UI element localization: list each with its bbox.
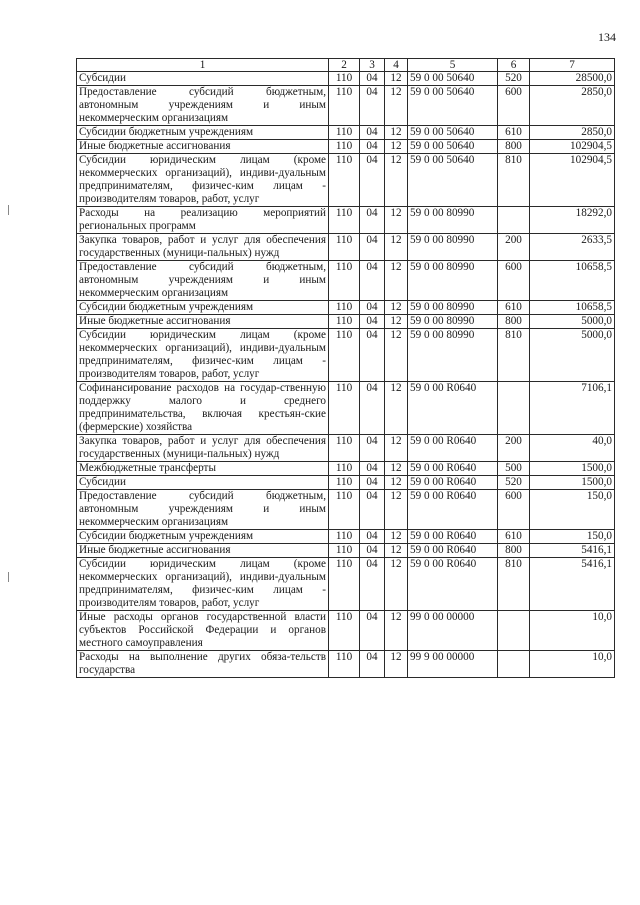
header-row bbox=[77, 59, 615, 72]
row-name-cell: Предоставление субсидий бюджетным, автономным учреждениям и иным некоммерческим организациям bbox=[77, 490, 329, 530]
row-name-cell: Закупка товаров, работ и услуг для обеспечения государственных (муници-пальных) нужд bbox=[77, 234, 329, 261]
amount-cell: 5000,0 bbox=[530, 329, 615, 382]
table-row bbox=[77, 476, 615, 490]
header-cell-3: 3 bbox=[360, 59, 385, 72]
subsection-code-cell: 04 bbox=[360, 611, 385, 651]
row-name-cell: Субсидии юридическим лицам (кроме некоммерческих организаций), индиви-дуальным предпринимателям, физичес-ким лицам - производителям товаров, работ, услуг bbox=[77, 558, 329, 611]
subsection-code-cell: 04 bbox=[360, 544, 385, 558]
table-row bbox=[77, 86, 615, 126]
binding-mark-bottom bbox=[8, 572, 9, 582]
subsection-code-cell: 04 bbox=[360, 261, 385, 301]
subsection-code2-cell: 12 bbox=[385, 261, 408, 301]
section-code-cell: 110 bbox=[329, 301, 360, 315]
target-article-cell: 59 0 00 50640 bbox=[408, 140, 498, 154]
subsection-code-cell: 04 bbox=[360, 126, 385, 140]
amount-cell: 10658,5 bbox=[530, 301, 615, 315]
amount-cell: 150,0 bbox=[530, 530, 615, 544]
amount-cell: 102904,5 bbox=[530, 140, 615, 154]
expense-type-cell: 610 bbox=[498, 301, 530, 315]
row-name-cell: Субсидии юридическим лицам (кроме некоммерческих организаций), индиви-дуальным предпринимателям, физичес-ким лицам - производителям товаров, работ, услуг bbox=[77, 154, 329, 207]
budget-table bbox=[76, 58, 615, 678]
subsection-code2-cell: 12 bbox=[385, 86, 408, 126]
section-code-cell: 110 bbox=[329, 154, 360, 207]
target-article-cell: 59 0 00 R0640 bbox=[408, 462, 498, 476]
amount-cell: 1500,0 bbox=[530, 462, 615, 476]
subsection-code2-cell: 12 bbox=[385, 476, 408, 490]
section-code-cell: 110 bbox=[329, 126, 360, 140]
section-code-cell: 110 bbox=[329, 315, 360, 329]
subsection-code-cell: 04 bbox=[360, 234, 385, 261]
expense-type-cell: 800 bbox=[498, 140, 530, 154]
subsection-code-cell: 04 bbox=[360, 301, 385, 315]
subsection-code-cell: 04 bbox=[360, 382, 385, 435]
expense-type-cell: 200 bbox=[498, 234, 530, 261]
section-code-cell: 110 bbox=[329, 611, 360, 651]
target-article-cell: 59 0 00 R0640 bbox=[408, 476, 498, 490]
expense-type-cell: 810 bbox=[498, 329, 530, 382]
row-name-cell: Предоставление субсидий бюджетным, автономным учреждениям и иным некоммерческим организациям bbox=[77, 261, 329, 301]
row-name-cell: Софинансирование расходов на государ-ственную поддержку малого и среднего предпринимательства, включая крестьян-ские (фермерские) хозяйства bbox=[77, 382, 329, 435]
subsection-code-cell: 04 bbox=[360, 530, 385, 544]
section-code-cell: 110 bbox=[329, 544, 360, 558]
expense-type-cell: 810 bbox=[498, 154, 530, 207]
target-article-cell: 59 0 00 50640 bbox=[408, 86, 498, 126]
expense-type-cell bbox=[498, 611, 530, 651]
target-article-cell: 59 0 00 R0640 bbox=[408, 435, 498, 462]
subsection-code2-cell: 12 bbox=[385, 140, 408, 154]
subsection-code2-cell: 12 bbox=[385, 154, 408, 207]
table-row bbox=[77, 234, 615, 261]
subsection-code2-cell: 12 bbox=[385, 530, 408, 544]
target-article-cell: 59 0 00 R0640 bbox=[408, 490, 498, 530]
target-article-cell: 99 9 00 00000 bbox=[408, 651, 498, 678]
header-cell-1: 1 bbox=[77, 59, 329, 72]
subsection-code-cell: 04 bbox=[360, 490, 385, 530]
table-row bbox=[77, 462, 615, 476]
page-number: 134 bbox=[598, 30, 616, 44]
subsection-code-cell: 04 bbox=[360, 558, 385, 611]
subsection-code2-cell: 12 bbox=[385, 435, 408, 462]
amount-cell: 1500,0 bbox=[530, 476, 615, 490]
expense-type-cell: 600 bbox=[498, 261, 530, 301]
table-header bbox=[77, 59, 615, 72]
section-code-cell: 110 bbox=[329, 207, 360, 234]
table-row bbox=[77, 140, 615, 154]
row-name-cell: Субсидии bbox=[77, 476, 329, 490]
section-code-cell: 110 bbox=[329, 490, 360, 530]
section-code-cell: 110 bbox=[329, 476, 360, 490]
header-cell-5: 5 bbox=[408, 59, 498, 72]
table-row bbox=[77, 154, 615, 207]
subsection-code-cell: 04 bbox=[360, 154, 385, 207]
expense-type-cell: 610 bbox=[498, 530, 530, 544]
row-name-cell: Иные расходы органов государственной власти субъектов Российской Федерации и органов местного самоуправления bbox=[77, 611, 329, 651]
subsection-code2-cell: 12 bbox=[385, 301, 408, 315]
amount-cell: 2850,0 bbox=[530, 126, 615, 140]
expense-type-cell: 500 bbox=[498, 462, 530, 476]
section-code-cell: 110 bbox=[329, 140, 360, 154]
row-name-cell: Межбюджетные трансферты bbox=[77, 462, 329, 476]
amount-cell: 10,0 bbox=[530, 611, 615, 651]
expense-type-cell: 800 bbox=[498, 544, 530, 558]
amount-cell: 5416,1 bbox=[530, 558, 615, 611]
target-article-cell: 59 0 00 80990 bbox=[408, 234, 498, 261]
subsection-code-cell: 04 bbox=[360, 315, 385, 329]
expense-type-cell bbox=[498, 651, 530, 678]
subsection-code2-cell: 12 bbox=[385, 462, 408, 476]
row-name-cell: Иные бюджетные ассигнования bbox=[77, 315, 329, 329]
row-name-cell: Иные бюджетные ассигнования bbox=[77, 140, 329, 154]
section-code-cell: 110 bbox=[329, 382, 360, 435]
table-row bbox=[77, 530, 615, 544]
target-article-cell: 59 0 00 R0640 bbox=[408, 544, 498, 558]
row-name-cell: Расходы на выполнение других обяза-тельств государства bbox=[77, 651, 329, 678]
subsection-code-cell: 04 bbox=[360, 435, 385, 462]
table-row bbox=[77, 207, 615, 234]
amount-cell: 150,0 bbox=[530, 490, 615, 530]
expense-type-cell: 610 bbox=[498, 126, 530, 140]
subsection-code2-cell: 12 bbox=[385, 382, 408, 435]
table-row bbox=[77, 490, 615, 530]
subsection-code-cell: 04 bbox=[360, 86, 385, 126]
header-cell-6: 6 bbox=[498, 59, 530, 72]
subsection-code-cell: 04 bbox=[360, 207, 385, 234]
table-row bbox=[77, 558, 615, 611]
subsection-code-cell: 04 bbox=[360, 476, 385, 490]
expense-type-cell: 520 bbox=[498, 72, 530, 86]
section-code-cell: 110 bbox=[329, 72, 360, 86]
target-article-cell: 59 0 00 80990 bbox=[408, 329, 498, 382]
amount-cell: 28500,0 bbox=[530, 72, 615, 86]
subsection-code2-cell: 12 bbox=[385, 207, 408, 234]
target-article-cell: 59 0 00 50640 bbox=[408, 72, 498, 86]
table-row bbox=[77, 72, 615, 86]
section-code-cell: 110 bbox=[329, 462, 360, 476]
table-row bbox=[77, 329, 615, 382]
target-article-cell: 59 0 00 R0640 bbox=[408, 530, 498, 544]
amount-cell: 2633,5 bbox=[530, 234, 615, 261]
row-name-cell: Субсидии бюджетным учреждениям bbox=[77, 530, 329, 544]
header-cell-4: 4 bbox=[385, 59, 408, 72]
target-article-cell: 59 0 00 80990 bbox=[408, 315, 498, 329]
amount-cell: 10,0 bbox=[530, 651, 615, 678]
expense-type-cell: 600 bbox=[498, 490, 530, 530]
row-name-cell: Субсидии bbox=[77, 72, 329, 86]
amount-cell: 18292,0 bbox=[530, 207, 615, 234]
section-code-cell: 110 bbox=[329, 329, 360, 382]
target-article-cell: 59 0 00 50640 bbox=[408, 154, 498, 207]
target-article-cell: 99 0 00 00000 bbox=[408, 611, 498, 651]
header-cell-2: 2 bbox=[329, 59, 360, 72]
expense-type-cell bbox=[498, 382, 530, 435]
section-code-cell: 110 bbox=[329, 558, 360, 611]
section-code-cell: 110 bbox=[329, 261, 360, 301]
section-code-cell: 110 bbox=[329, 86, 360, 126]
table-row bbox=[77, 651, 615, 678]
table-row bbox=[77, 611, 615, 651]
subsection-code2-cell: 12 bbox=[385, 72, 408, 86]
amount-cell: 10658,5 bbox=[530, 261, 615, 301]
table-row bbox=[77, 382, 615, 435]
subsection-code-cell: 04 bbox=[360, 462, 385, 476]
expense-type-cell: 200 bbox=[498, 435, 530, 462]
amount-cell: 2850,0 bbox=[530, 86, 615, 126]
subsection-code-cell: 04 bbox=[360, 72, 385, 86]
expense-type-cell: 810 bbox=[498, 558, 530, 611]
subsection-code2-cell: 12 bbox=[385, 234, 408, 261]
row-name-cell: Иные бюджетные ассигнования bbox=[77, 544, 329, 558]
subsection-code2-cell: 12 bbox=[385, 544, 408, 558]
section-code-cell: 110 bbox=[329, 234, 360, 261]
table-body bbox=[77, 72, 615, 678]
row-name-cell: Субсидии юридическим лицам (кроме некоммерческих организаций), индиви-дуальным предпринимателям, физичес-ким лицам - производителям товаров, работ, услуг bbox=[77, 329, 329, 382]
section-code-cell: 110 bbox=[329, 651, 360, 678]
table-row bbox=[77, 301, 615, 315]
expense-type-cell: 600 bbox=[498, 86, 530, 126]
target-article-cell: 59 0 00 50640 bbox=[408, 126, 498, 140]
target-article-cell: 59 0 00 80990 bbox=[408, 301, 498, 315]
amount-cell: 40,0 bbox=[530, 435, 615, 462]
expense-type-cell: 800 bbox=[498, 315, 530, 329]
binding-mark-top bbox=[8, 205, 9, 215]
row-name-cell: Субсидии бюджетным учреждениям bbox=[77, 301, 329, 315]
section-code-cell: 110 bbox=[329, 435, 360, 462]
row-name-cell: Расходы на реализацию мероприятий региональных программ bbox=[77, 207, 329, 234]
subsection-code2-cell: 12 bbox=[385, 651, 408, 678]
subsection-code2-cell: 12 bbox=[385, 315, 408, 329]
target-article-cell: 59 0 00 R0640 bbox=[408, 558, 498, 611]
subsection-code2-cell: 12 bbox=[385, 611, 408, 651]
target-article-cell: 59 0 00 R0640 bbox=[408, 382, 498, 435]
row-name-cell: Предоставление субсидий бюджетным, автономным учреждениям и иным некоммерческим организациям bbox=[77, 86, 329, 126]
subsection-code-cell: 04 bbox=[360, 651, 385, 678]
expense-type-cell bbox=[498, 207, 530, 234]
subsection-code-cell: 04 bbox=[360, 329, 385, 382]
amount-cell: 5416,1 bbox=[530, 544, 615, 558]
subsection-code-cell: 04 bbox=[360, 140, 385, 154]
subsection-code2-cell: 12 bbox=[385, 490, 408, 530]
table-row bbox=[77, 126, 615, 140]
header-cell-7: 7 bbox=[530, 59, 615, 72]
target-article-cell: 59 0 00 80990 bbox=[408, 207, 498, 234]
row-name-cell: Закупка товаров, работ и услуг для обеспечения государственных (муници-пальных) нужд bbox=[77, 435, 329, 462]
table-row bbox=[77, 261, 615, 301]
table-row bbox=[77, 315, 615, 329]
section-code-cell: 110 bbox=[329, 530, 360, 544]
table-row bbox=[77, 435, 615, 462]
amount-cell: 7106,1 bbox=[530, 382, 615, 435]
table-row bbox=[77, 544, 615, 558]
expense-type-cell: 520 bbox=[498, 476, 530, 490]
subsection-code2-cell: 12 bbox=[385, 329, 408, 382]
target-article-cell: 59 0 00 80990 bbox=[408, 261, 498, 301]
row-name-cell: Субсидии бюджетным учреждениям bbox=[77, 126, 329, 140]
subsection-code2-cell: 12 bbox=[385, 558, 408, 611]
amount-cell: 5000,0 bbox=[530, 315, 615, 329]
amount-cell: 102904,5 bbox=[530, 154, 615, 207]
subsection-code2-cell: 12 bbox=[385, 126, 408, 140]
